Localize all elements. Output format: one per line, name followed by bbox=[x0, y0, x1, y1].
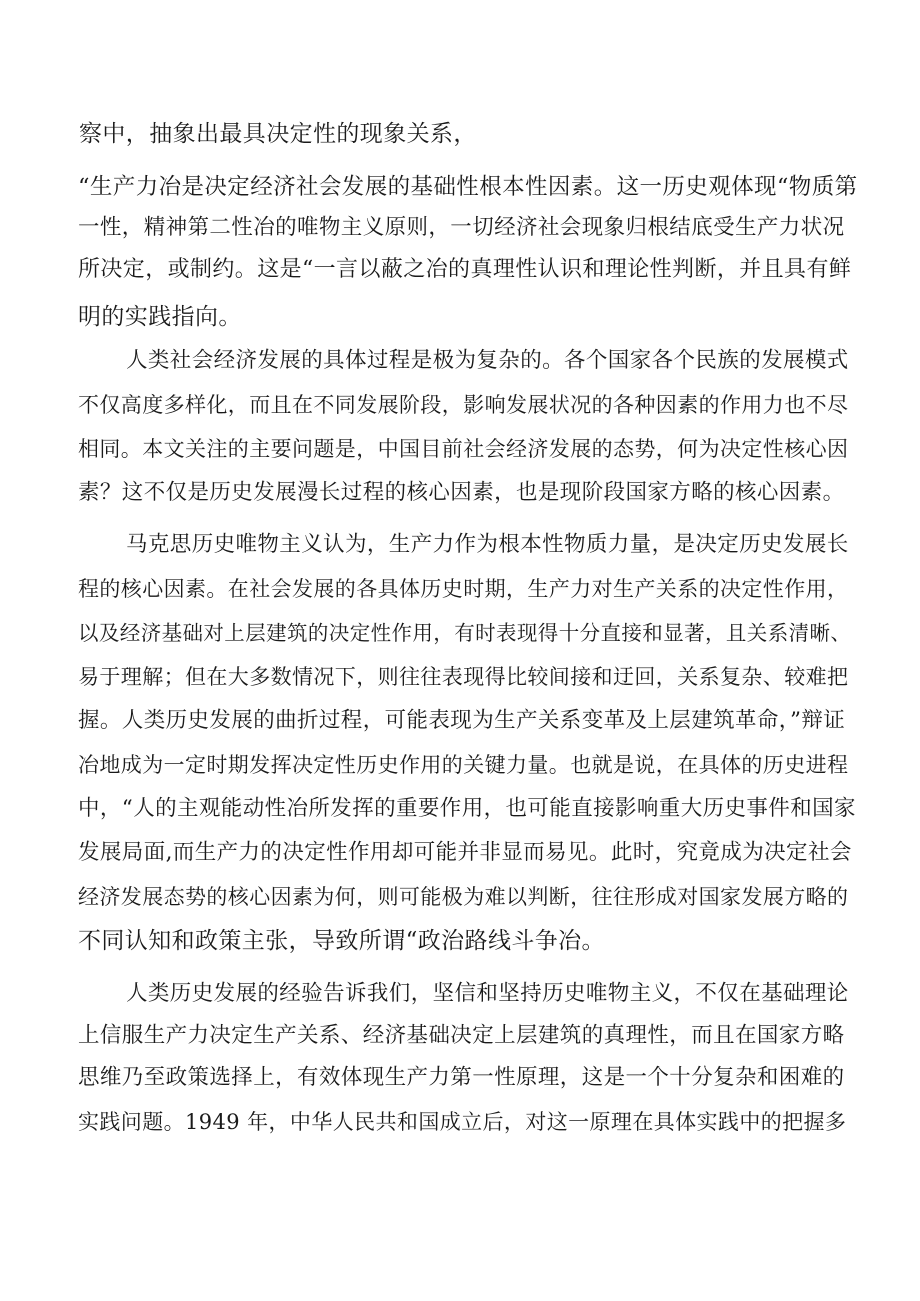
text-line: 握。人类历史发展的曲折过程，可能表现为生产关系变革及上层建筑革命，”辩证 bbox=[78, 708, 846, 733]
paragraph-first-line: 人类社会经济发展的具体过程是极为复杂的。各个国家各个民族的发展模式 bbox=[126, 348, 849, 373]
text-line: 实践问题。1949 年，中华人民共和国成立后，对这一原理在具体实践中的把握多 bbox=[78, 1110, 847, 1134]
paragraph-first-line: 人类历史发展的经验告诉我们，坚信和坚持历史唯物主义，不仅在基础理论 bbox=[126, 981, 849, 1006]
text-line: 所决定，或制约。这是“一言以蔽之冶的真理性认识和理论性判断，并且具有鲜 bbox=[78, 257, 852, 282]
text-line: 经济发展态势的核心因素为何，则可能极为难以判断，往往形成对国家发展方略的 bbox=[78, 885, 849, 909]
text-line: 易于理解；但在大多数情况下，则往往表现得比较间接和迂回，关系复杂、较难把 bbox=[78, 665, 849, 689]
text-line: 相同。本文关注的主要问题是，中国目前社会经济发展的态势，何为决定性核心因 bbox=[78, 437, 849, 461]
text-line: 以及经济基础对上层建筑的决定性作用，有时表现得十分直接和显著，且关系清晰、 bbox=[78, 621, 852, 645]
text-line: “生产力冶是决定经济社会发展的基础性根本性因素。这一历史观体现“物质第 bbox=[78, 174, 858, 200]
text-line: 发展局面,而生产力的决定性作用却可能并非显而易见。此时，究竟成为决定社会 bbox=[78, 840, 852, 865]
text-line: 素？这不仅是历史发展漫长过程的核心因素，也是现阶段国家方略的核心因素。 bbox=[78, 480, 845, 505]
paragraph-first-line: 马克思历史唯物主义认为，生产力作为根本性物质力量，是决定历史发展长 bbox=[126, 532, 849, 557]
text-line: 一性，精神第二性冶的唯物主义原则，一切经济社会现象归根结底受生产力状况 bbox=[78, 215, 845, 240]
text-line: 不仅高度多样化，而且在不同发展阶段，影响发展状况的各种因素的作用力也不尽 bbox=[78, 393, 849, 417]
text-line: 冶地成为一定时期发挥决定性历史作用的关键力量。也就是说，在具体的历史进程 bbox=[78, 753, 849, 777]
text-line: 上信服生产力决定生产关系、经济基础决定上层建筑的真理性，而且在国家方略 bbox=[78, 1023, 845, 1048]
text-line: 不同认知和政策主张，导致所谓“政治路线斗争冶。 bbox=[78, 928, 605, 954]
text-line: 中，“人的主观能动性冶所发挥的重要作用，也可能直接影响重大历史事件和国家 bbox=[78, 796, 856, 821]
text-line: 思维乃至政策选择上，有效体现生产力第一性原理，这是一个十分复杂和困难的 bbox=[78, 1065, 845, 1090]
text-line: 明的实践指向。 bbox=[78, 304, 242, 330]
text-line: 察中，抽象出最具决定性的现象关系， bbox=[79, 121, 477, 147]
text-line: 程的核心因素。在社会发展的各具体历史时期，生产力对生产关系的决定性作用， bbox=[78, 577, 849, 601]
